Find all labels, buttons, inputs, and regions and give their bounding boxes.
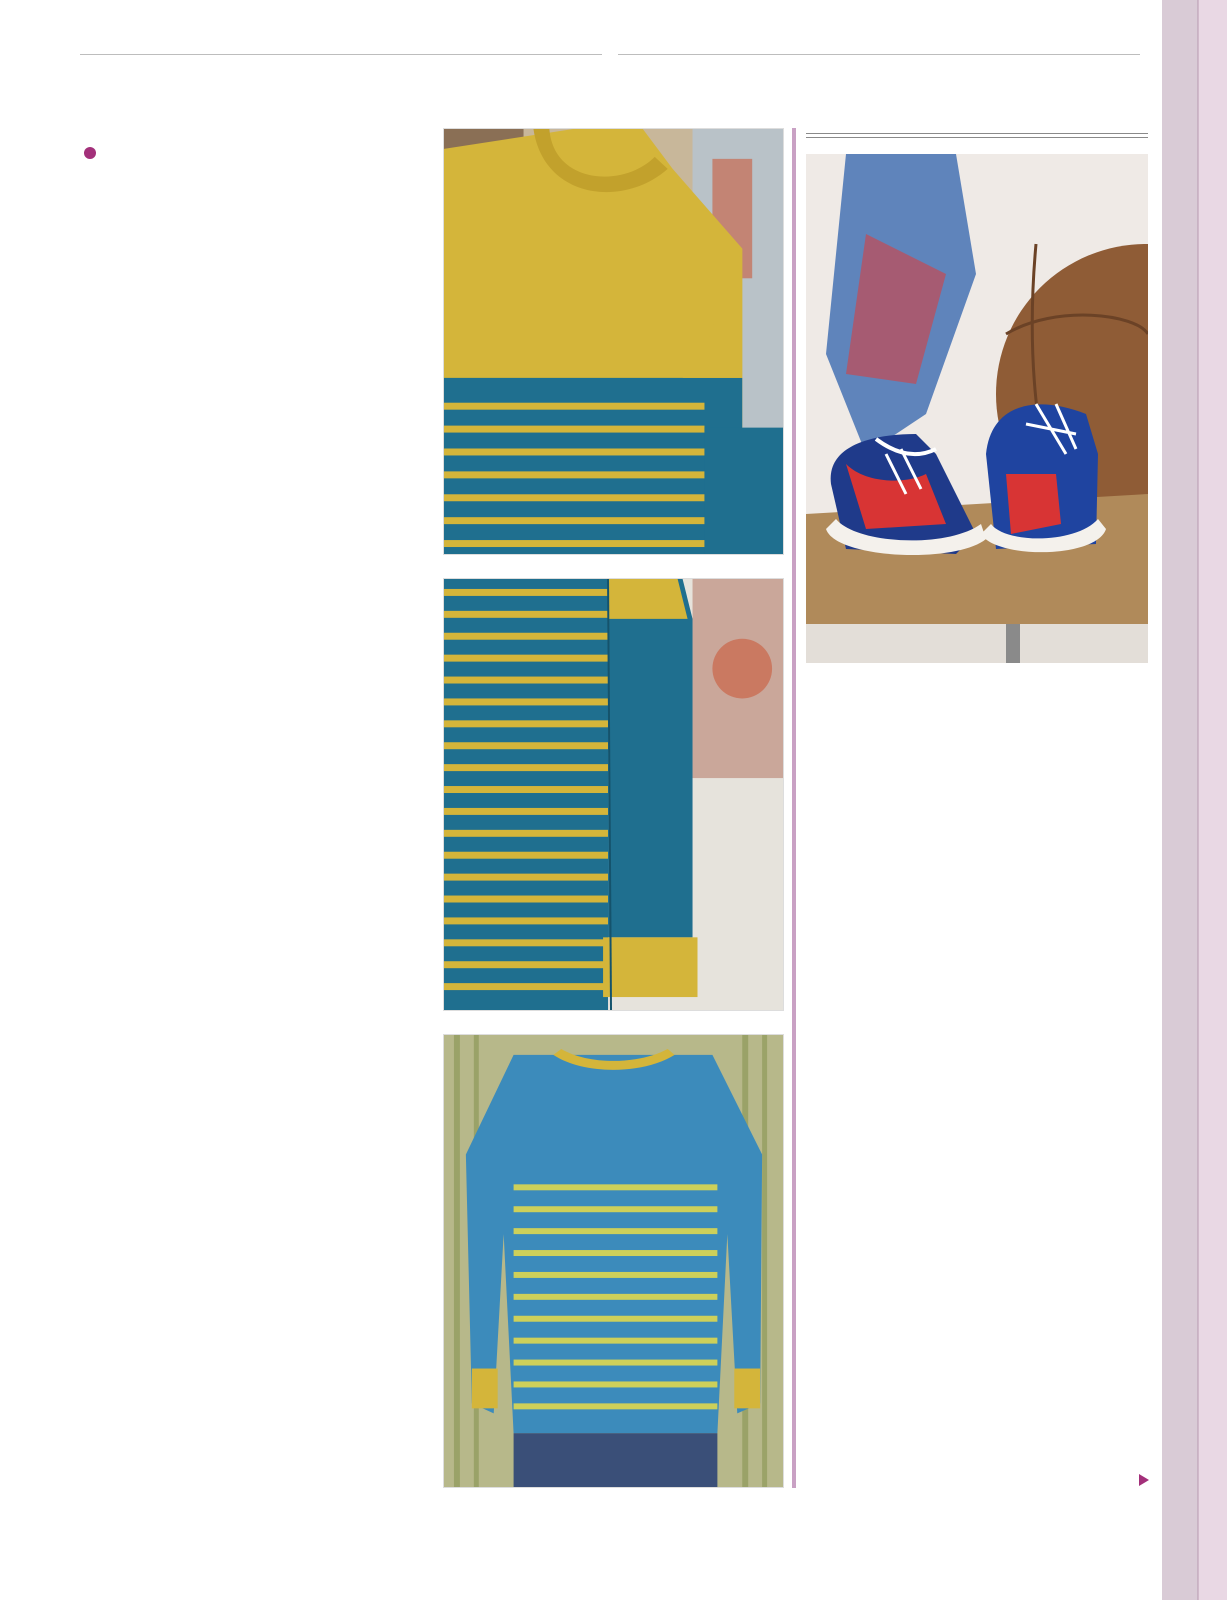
- sweater-shoulder-image: [444, 129, 783, 554]
- continue-arrow-icon: [1139, 1474, 1149, 1486]
- sweater-shoulder-photo: [443, 128, 784, 555]
- measuring-ruler: [1162, 0, 1227, 1600]
- column-divider: [792, 128, 796, 1488]
- basketball-shoes-photo: [806, 154, 1148, 663]
- end-dot-icon: [84, 147, 96, 159]
- ruler-graphic: [1162, 0, 1227, 1600]
- pattern-title-box: [806, 133, 1148, 138]
- sweater-back-photo: [443, 1034, 784, 1488]
- right-column: [806, 133, 1148, 689]
- header-rule-left: [80, 54, 602, 55]
- section-header: [80, 42, 1140, 66]
- sweater-back-image: [444, 1035, 783, 1487]
- sweater-side-image: [444, 579, 783, 1010]
- header-rule-right: [618, 54, 1140, 55]
- left-column: [80, 126, 415, 164]
- finish-paragraph: [80, 143, 415, 164]
- basketball-shoes-image: [806, 154, 1148, 663]
- sweater-side-photo: [443, 578, 784, 1011]
